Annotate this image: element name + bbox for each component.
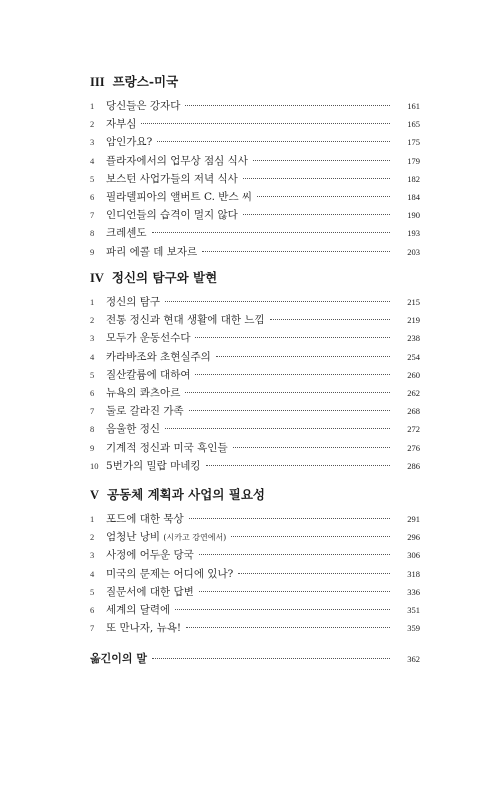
- section-numeral: III: [90, 75, 105, 89]
- entry-number: 3: [90, 550, 95, 561]
- entry-page: 193: [407, 228, 420, 239]
- entry-title-text: 뉴욕의 콰츠아르: [106, 386, 181, 399]
- entry-title: 옮긴이의 말: [90, 652, 147, 665]
- toc-entry[interactable]: [90, 566, 420, 584]
- entry-title: [106, 207, 243, 222]
- entry-title: [106, 98, 185, 113]
- entry-page: 179: [407, 155, 420, 166]
- entry-title-text: 정신의 탐구: [106, 296, 161, 308]
- entry-title-text: 자부심: [106, 118, 137, 131]
- toc-entry[interactable]: [90, 294, 420, 312]
- leader-dots: [243, 214, 390, 215]
- entry-number: 1: [90, 101, 95, 111]
- entry-number: 6: [90, 387, 95, 398]
- entry-title-text: 사정에 어두운 당국: [106, 549, 194, 562]
- entry-title-text: 전통 정신과 현대 생활에 대한 느낌: [106, 314, 265, 327]
- entry-page: 336: [407, 586, 420, 597]
- entry-page: 359: [407, 623, 420, 634]
- entry-title-text: 보스턴 사업가들의 저녁 식사: [106, 172, 238, 185]
- toc-entry[interactable]: [90, 207, 420, 225]
- entry-title-text: 질문서에 대한 답변: [106, 585, 194, 598]
- entry-title-text: 둘로 갈라진 가족: [106, 405, 184, 418]
- entry-page: 175: [407, 137, 420, 148]
- entry-number: 7: [90, 406, 95, 417]
- leader-dots: [216, 356, 390, 357]
- entry-title-text: 미국의 문제는 어디에 있나?: [106, 567, 234, 580]
- toc-entry[interactable]: [90, 98, 420, 116]
- entry-title: [106, 602, 175, 617]
- entry-page: 219: [407, 315, 420, 326]
- leader-dots: [202, 251, 390, 252]
- leader-dots: [233, 447, 390, 448]
- toc-entry[interactable]: [90, 330, 420, 348]
- entry-number: 5: [90, 173, 95, 184]
- entry-number: 5: [90, 586, 95, 597]
- entry-title: [106, 566, 238, 581]
- section-numeral: V: [90, 488, 100, 502]
- entry-number: 9: [90, 246, 95, 257]
- toc-entry[interactable]: [90, 421, 420, 439]
- leader-dots: [199, 591, 390, 592]
- entry-title: [106, 421, 165, 436]
- toc-section: [90, 268, 420, 476]
- entry-page: 161: [407, 101, 420, 111]
- leader-dots: [189, 410, 390, 411]
- entry-title: [106, 294, 165, 309]
- leader-dots: [185, 105, 390, 106]
- leader-dots: [175, 609, 390, 610]
- entry-number: 4: [90, 351, 95, 362]
- entry-title: [106, 385, 185, 400]
- entry-number: 6: [90, 604, 95, 615]
- entry-page: 203: [407, 246, 420, 257]
- entry-title-text: 5번가의 밀랍 마네킹: [106, 459, 201, 472]
- entry-number: 6: [90, 191, 95, 202]
- entry-page: 362: [407, 654, 420, 664]
- entry-page: 182: [407, 173, 420, 184]
- entry-page: 165: [407, 119, 420, 130]
- leader-dots: [165, 301, 390, 302]
- entry-page: 260: [407, 369, 420, 380]
- entry-title: [106, 312, 270, 327]
- entry-number: 1: [90, 514, 95, 524]
- entry-title: [106, 153, 253, 168]
- entry-page: 184: [407, 191, 420, 202]
- leader-dots: [152, 232, 390, 233]
- entry-title: [106, 511, 189, 526]
- entry-title: [106, 116, 141, 131]
- entry-page: 254: [407, 351, 420, 362]
- section-numeral: IV: [90, 271, 104, 285]
- entry-page: 286: [407, 460, 420, 471]
- entry-page: 262: [407, 387, 420, 398]
- entry-title-text: 암인가요?: [106, 136, 153, 149]
- entry-number: 5: [90, 369, 95, 380]
- entry-title: [106, 225, 152, 240]
- entry-page: 291: [407, 514, 420, 524]
- entry-title-text: 또 만나자, 뉴욕!: [106, 622, 182, 635]
- entry-title-text: 음울한 정신: [106, 423, 161, 436]
- leader-dots: [165, 428, 390, 429]
- leader-dots: [243, 178, 390, 179]
- toc-entry[interactable]: [90, 529, 420, 547]
- toc-entry[interactable]: [90, 620, 420, 638]
- entry-title-text: 기계적 정신과 미국 흑인들: [106, 441, 228, 454]
- toc-entry[interactable]: [90, 458, 420, 476]
- entry-number: 10: [90, 460, 99, 471]
- section-title: 프랑스-미국: [112, 74, 179, 89]
- entry-number: 4: [90, 155, 95, 166]
- translator-note-entry[interactable]: [90, 650, 420, 666]
- toc-entry[interactable]: [90, 511, 420, 529]
- entry-title: [106, 620, 186, 635]
- section-title: 공동체 계획과 사업의 필요성: [107, 487, 265, 502]
- entry-title-text: 당신들은 강자다: [106, 100, 181, 112]
- leader-dots: [157, 141, 390, 142]
- toc-entry[interactable]: [90, 602, 420, 620]
- leader-dots: [257, 196, 390, 197]
- entry-page: 268: [407, 406, 420, 417]
- toc-entry[interactable]: [90, 153, 420, 171]
- entry-title-text: 플라자에서의 업무상 점심 식사: [106, 154, 248, 167]
- toc-entry[interactable]: [90, 547, 420, 565]
- entry-title: [106, 458, 206, 473]
- leader-dots: [152, 658, 390, 659]
- leader-dots: [238, 573, 390, 574]
- entry-number: 7: [90, 210, 95, 221]
- entry-number: 9: [90, 442, 95, 453]
- entry-title: [106, 440, 233, 455]
- entry-page: 351: [407, 604, 420, 615]
- entry-number: 8: [90, 424, 95, 435]
- entry-page: 276: [407, 442, 420, 453]
- toc-entry[interactable]: [90, 584, 420, 602]
- entry-title-text: 인디언들의 습격이 멀지 않다: [106, 209, 238, 222]
- toc-entry[interactable]: [90, 312, 420, 330]
- toc-entry[interactable]: [90, 189, 420, 207]
- entry-number: 3: [90, 333, 95, 344]
- entry-title-text: 필라델피아의 앨버트 C. 반스 씨: [106, 190, 253, 203]
- entry-title-text: 질산칼륨에 대하여: [106, 368, 191, 381]
- leader-dots: [186, 627, 390, 628]
- entry-title: [106, 244, 202, 259]
- section-heading: [90, 485, 420, 503]
- toc-entry[interactable]: [90, 403, 420, 421]
- toc-entry[interactable]: [90, 367, 420, 385]
- entry-title: [106, 171, 243, 186]
- entry-page: 215: [407, 297, 420, 307]
- section-title: 정신의 탐구와 발현: [111, 270, 218, 285]
- entry-title-text: 모두가 운동선수다: [106, 332, 191, 345]
- leader-dots: [270, 319, 390, 320]
- entry-title-text: 카라바조와 초현실주의: [106, 350, 211, 363]
- entry-title: [106, 330, 195, 345]
- entry-number: 2: [90, 119, 95, 130]
- entry-title: [106, 134, 157, 149]
- entry-title-text: 크레센도: [106, 227, 147, 240]
- entry-title: [106, 584, 199, 599]
- entry-page: 272: [407, 424, 420, 435]
- entry-page: 296: [407, 532, 420, 543]
- entry-page: 238: [407, 333, 420, 344]
- leader-dots: [141, 123, 390, 124]
- toc-entry[interactable]: [90, 116, 420, 134]
- toc-entry[interactable]: [90, 171, 420, 189]
- leader-dots: [195, 337, 390, 338]
- leader-dots: [185, 392, 390, 393]
- entry-title-text: 엄청난 낭비: [106, 531, 161, 544]
- toc-entry[interactable]: [90, 440, 420, 458]
- entry-title-text: 포드에 대한 묵상: [106, 513, 184, 525]
- entry-number: 4: [90, 568, 95, 579]
- entry-title: [106, 349, 216, 364]
- leader-dots: [195, 374, 390, 375]
- toc-entry[interactable]: [90, 134, 420, 152]
- entry-number: 1: [90, 297, 95, 307]
- section-heading: [90, 72, 420, 90]
- entry-title: [106, 367, 195, 382]
- entry-number: 3: [90, 137, 95, 148]
- entry-page: 190: [407, 210, 420, 221]
- entry-page: 318: [407, 568, 420, 579]
- toc-entry[interactable]: [90, 244, 420, 262]
- leader-dots: [206, 465, 391, 466]
- entry-number: 8: [90, 228, 95, 239]
- leader-dots: [231, 536, 390, 537]
- toc-entry[interactable]: [90, 385, 420, 403]
- entry-number: 2: [90, 532, 95, 543]
- entry-title-text: 세계의 달력에: [106, 603, 171, 616]
- entry-page: 306: [407, 550, 420, 561]
- entry-title: [106, 547, 199, 562]
- leader-dots: [253, 160, 390, 161]
- toc-section: [90, 485, 420, 638]
- leader-dots: [199, 554, 390, 555]
- section-heading: [90, 268, 420, 286]
- toc-section: [90, 72, 420, 262]
- entry-title: [106, 189, 257, 204]
- toc-entry[interactable]: [90, 349, 420, 367]
- toc-entry[interactable]: [90, 225, 420, 243]
- entry-title: [106, 403, 189, 418]
- entry-title: [106, 529, 231, 544]
- entry-number: 7: [90, 623, 95, 634]
- leader-dots: [189, 518, 390, 519]
- entry-number: 2: [90, 315, 95, 326]
- entry-title-text: 파리 에콜 데 보자르: [106, 245, 198, 258]
- entry-note: (시카고 강연에서): [163, 533, 227, 543]
